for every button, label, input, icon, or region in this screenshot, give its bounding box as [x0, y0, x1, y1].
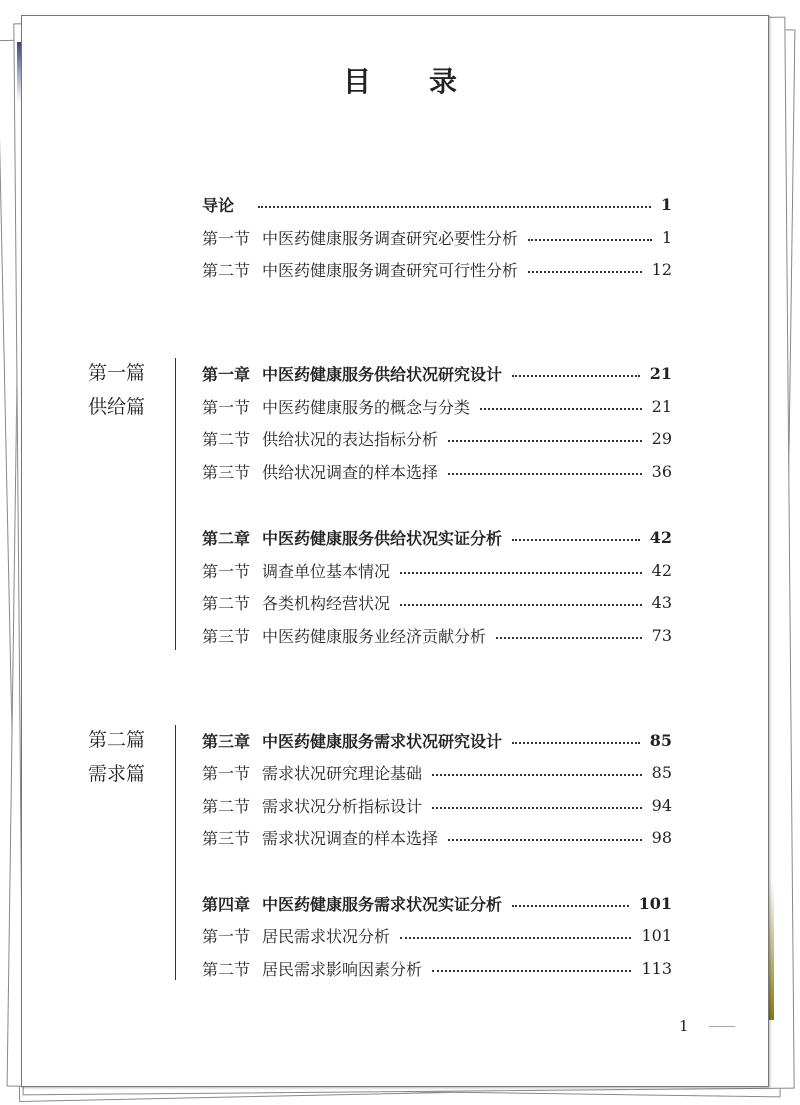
entry-page: 85 [651, 762, 672, 782]
entry-title: 需求状况调查的样本选择 [262, 828, 439, 848]
part-label [88, 723, 145, 791]
entry-title: 中医药健康服务调查研究必要性分析 [262, 228, 519, 248]
entry-page: 73 [651, 625, 672, 645]
section-entry[interactable] [202, 957, 672, 979]
entry-title: 中医药健康服务供给状况实证分析 [262, 528, 503, 548]
entry-number: 第二节 [202, 959, 251, 979]
dot-leader [432, 807, 642, 809]
dot-leader [448, 839, 642, 841]
entry-number: 第三章 [202, 731, 251, 751]
dot-leader [512, 375, 640, 377]
dot-leader [496, 637, 642, 639]
entry-page: 12 [651, 259, 672, 279]
dot-leader [480, 408, 642, 410]
dot-leader [258, 206, 651, 208]
entry-title: 供给状况的表达指标分析 [262, 429, 439, 449]
section-entry[interactable] [202, 826, 672, 848]
dot-leader [432, 970, 631, 972]
dot-leader [448, 473, 642, 475]
section-entry[interactable] [202, 591, 672, 613]
entry-page: 42 [649, 527, 672, 547]
entry-page: 101 [638, 893, 672, 913]
entry-page: 94 [651, 795, 672, 815]
entry-page: 1 [661, 227, 672, 247]
dot-leader [512, 539, 640, 541]
dot-leader [528, 239, 652, 241]
section-entry[interactable] [202, 761, 672, 783]
section-entry[interactable] [202, 460, 672, 482]
chapter-entry[interactable] [202, 892, 672, 914]
entry-page: 113 [641, 958, 672, 978]
entry-number: 第二节 [202, 593, 251, 613]
entry-page: 21 [651, 396, 672, 416]
dot-leader [400, 604, 642, 606]
entry-number: 第一章 [202, 364, 251, 384]
entry-number: 第一节 [202, 763, 251, 783]
part-divider [175, 358, 176, 650]
entry-number: 第一节 [202, 397, 251, 417]
entry-number: 第三节 [202, 462, 251, 482]
chapter-entry[interactable] [202, 729, 672, 751]
entry-number: 第四章 [202, 894, 251, 914]
section-entry[interactable] [202, 395, 672, 417]
chapter-entry[interactable] [202, 526, 672, 548]
entry-number: 第三节 [202, 626, 251, 646]
entry-title: 中医药健康服务需求状况实证分析 [262, 894, 503, 914]
part-label-line: 第二篇 [88, 729, 146, 751]
part-label [88, 356, 145, 424]
entry-title: 各类机构经营状况 [262, 593, 391, 613]
entry-title: 需求状况研究理论基础 [262, 763, 423, 783]
section-entry[interactable] [202, 559, 672, 581]
part-divider [175, 725, 176, 980]
entry-title: 中医药健康服务业经济贡献分析 [262, 626, 487, 646]
entry-title: 需求状况分析指标设计 [262, 796, 423, 816]
entry-title: 中医药健康服务供给状况研究设计 [262, 364, 503, 384]
entry-page: 1 [660, 194, 672, 214]
section-entry[interactable] [202, 226, 672, 248]
part-label-line: 第一篇 [88, 362, 146, 384]
section-entry[interactable] [202, 624, 672, 646]
entry-number: 第二节 [202, 429, 251, 449]
dot-leader [512, 905, 629, 907]
footer-rule [709, 1026, 735, 1027]
entry-page: 42 [651, 560, 672, 580]
page-number: 1 [679, 1017, 689, 1035]
entry-number: 第一节 [202, 228, 251, 248]
entry-page: 36 [651, 461, 672, 481]
section-entry[interactable] [202, 258, 672, 280]
entry-number: 第一节 [202, 926, 251, 946]
entry-number: 第二章 [202, 528, 251, 548]
section-entry[interactable] [202, 924, 672, 946]
chapter-entry[interactable] [202, 193, 672, 215]
entry-number: 第二节 [202, 260, 251, 280]
entry-number: 第三节 [202, 828, 251, 848]
entry-title: 居民需求影响因素分析 [262, 959, 423, 979]
entry-title: 居民需求状况分析 [262, 926, 391, 946]
entry-page: 43 [651, 592, 672, 612]
entry-title: 中医药健康服务调查研究可行性分析 [262, 260, 519, 280]
entry-title: 中医药健康服务的概念与分类 [262, 397, 471, 417]
dot-leader [512, 742, 640, 744]
entry-page: 101 [641, 925, 672, 945]
part-label-line: 供给篇 [88, 396, 146, 418]
entry-title: 供给状况调查的样本选择 [262, 462, 439, 482]
page-title: 目录 [342, 65, 515, 98]
entry-page: 98 [651, 827, 672, 847]
part-label-line: 需求篇 [88, 763, 146, 785]
dot-leader [400, 937, 631, 939]
entry-number: 第一节 [202, 561, 251, 581]
entry-number: 第二节 [202, 796, 251, 816]
entry-title: 调查单位基本情况 [262, 561, 391, 581]
section-entry[interactable] [202, 794, 672, 816]
dot-leader [448, 440, 642, 442]
dot-leader [432, 774, 642, 776]
dot-leader [400, 572, 642, 574]
section-entry[interactable] [202, 427, 672, 449]
entry-page: 21 [649, 363, 672, 383]
entry-page: 85 [649, 730, 672, 750]
chapter-entry[interactable] [202, 362, 672, 384]
entry-label: 导论 [202, 195, 235, 215]
dot-leader [528, 271, 642, 273]
entry-page: 29 [651, 428, 672, 448]
entry-title: 中医药健康服务需求状况研究设计 [262, 731, 503, 751]
